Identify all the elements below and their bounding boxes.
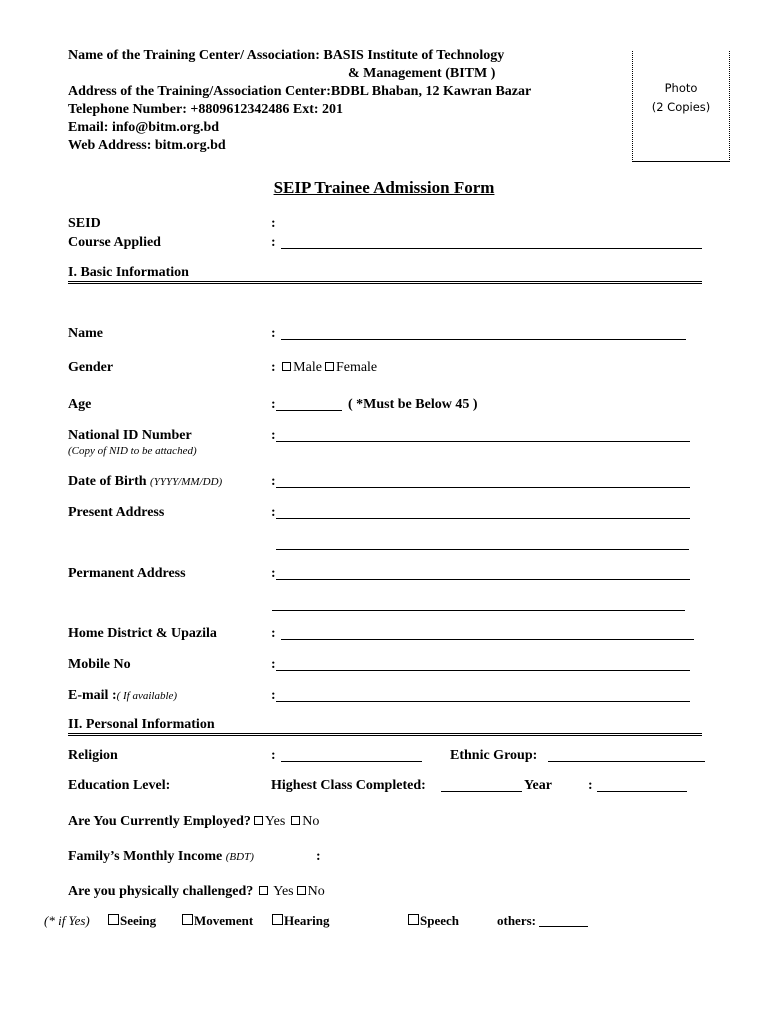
dob-label-wrap [68,474,222,490]
home-district-colon: : [271,626,276,641]
religion-field[interactable] [281,749,422,767]
religion-colon: : [271,748,276,763]
movement-label: Movement [194,913,254,928]
religion-label: Religion [68,748,118,763]
age-label: Age [68,397,92,412]
header-address: Address of the Training/Association Center:BDBL Bhaban, 12 Kawran Bazar [68,84,532,99]
seeing-label: Seeing [120,913,157,928]
age-note: ( *Must be Below 45 ) [348,397,478,412]
section-personal-rule [68,733,702,736]
mobile-colon: : [271,657,276,672]
nid-note: (Copy of NID to be attached) [68,445,197,457]
permanent-address-colon: : [271,566,276,581]
education-label: Education Level: [68,778,171,793]
present-address-field-2[interactable] [276,537,689,555]
seid-label: SEID [68,216,101,231]
home-district-field[interactable] [281,627,694,645]
seid-colon: : [271,216,276,231]
permanent-address-field-1[interactable] [276,567,690,585]
header-telephone: Telephone Number: +8809612342486 Ext: 201 [68,102,344,117]
header-email: Email: info@bitm.org.bd [68,120,220,135]
dob-field[interactable] [276,475,690,493]
gender-colon: : [271,360,276,375]
dob-label: Date of Birth [68,474,147,489]
female-label: Female [335,360,378,375]
others-field[interactable] [539,914,588,932]
form-title-wrap [0,178,768,198]
year-label: Year [524,778,552,793]
challenged-row [68,884,325,900]
permanent-address-field-2[interactable] [272,598,685,616]
male-checkbox[interactable] [282,362,291,371]
email-label-wrap [68,688,177,704]
home-district-label: Home District & Upazila [68,626,217,641]
challenged-no-checkbox[interactable] [297,886,306,895]
employed-no-checkbox[interactable] [291,816,300,825]
mobile-field[interactable] [276,658,690,676]
photo-box[interactable] [632,51,730,162]
hearing-label: Hearing [284,913,330,928]
year-colon: : [588,778,593,793]
header-center-name: Name of the Training Center/ Association: BASIS Institute of Technology [68,48,505,63]
income-row [68,849,254,865]
challenged-yes-checkbox[interactable] [259,886,268,895]
email-field[interactable] [276,689,690,707]
highest-class-field[interactable] [441,779,522,797]
name-label: Name [68,326,103,341]
challenged-yes-label: Yes [273,884,294,899]
mobile-label: Mobile No [68,657,131,672]
gender-label: Gender [68,360,114,375]
dob-colon: : [271,474,276,489]
ethnic-field[interactable] [548,749,705,767]
employed-label: Are You Currently Employed? [68,814,251,829]
female-checkbox[interactable] [325,362,334,371]
challenged-no-label: No [307,884,325,899]
speech-label: Speech [420,913,459,928]
highest-class-label: Highest Class Completed: [271,778,426,793]
email-label: E-mail : [68,688,117,703]
hearing-option[interactable] [272,913,330,929]
course-label: Course Applied [68,235,161,250]
income-colon[interactable]: : [316,849,321,864]
age-colon: : [271,397,276,412]
male-label: Male [293,360,322,375]
nid-colon: : [271,428,276,443]
header-web: Web Address: bitm.org.bd [68,138,226,153]
form-title: SEIP Trainee Admission Form [273,178,495,197]
gender-options [271,360,377,376]
present-address-label: Present Address [68,505,165,520]
permanent-address-label: Permanent Address [68,566,186,581]
email-note: ( If available) [116,690,178,702]
speech-option[interactable] [408,913,459,929]
course-colon: : [271,235,276,250]
employed-yes-label: Yes [264,814,286,829]
nid-label: National ID Number [68,428,192,443]
if-yes-label: (* if Yes) [44,913,90,928]
section-basic-info: I. Basic Information [68,265,189,280]
year-field[interactable] [597,779,687,797]
name-field[interactable] [281,327,686,345]
present-address-field-1[interactable] [276,506,690,524]
challenged-label: Are you physically challenged? [68,884,254,899]
course-field[interactable] [281,236,702,254]
photo-copies: (2 Copies) [651,100,711,114]
income-label: Family’s Monthly Income [68,849,223,864]
employed-no-label: No [302,814,320,829]
section-basic-rule [68,281,702,284]
name-colon: : [271,326,276,341]
seeing-option[interactable] [108,913,156,929]
employed-row [68,814,319,830]
photo-label: Photo [664,81,698,95]
employed-yes-checkbox[interactable] [254,816,263,825]
movement-option[interactable] [182,913,253,929]
others-label: others: [497,913,536,928]
dob-format: (YYYY/MM/DD) [150,476,223,488]
income-unit: (BDT) [225,851,254,863]
present-address-colon: : [271,505,276,520]
ethnic-label: Ethnic Group: [450,748,538,763]
section-personal-info: II. Personal Information [68,717,215,732]
nid-field[interactable] [276,429,690,447]
email-colon: : [271,688,276,703]
header-center-name-cont: & Management (BITM ) [348,66,496,81]
age-field[interactable] [276,398,342,416]
